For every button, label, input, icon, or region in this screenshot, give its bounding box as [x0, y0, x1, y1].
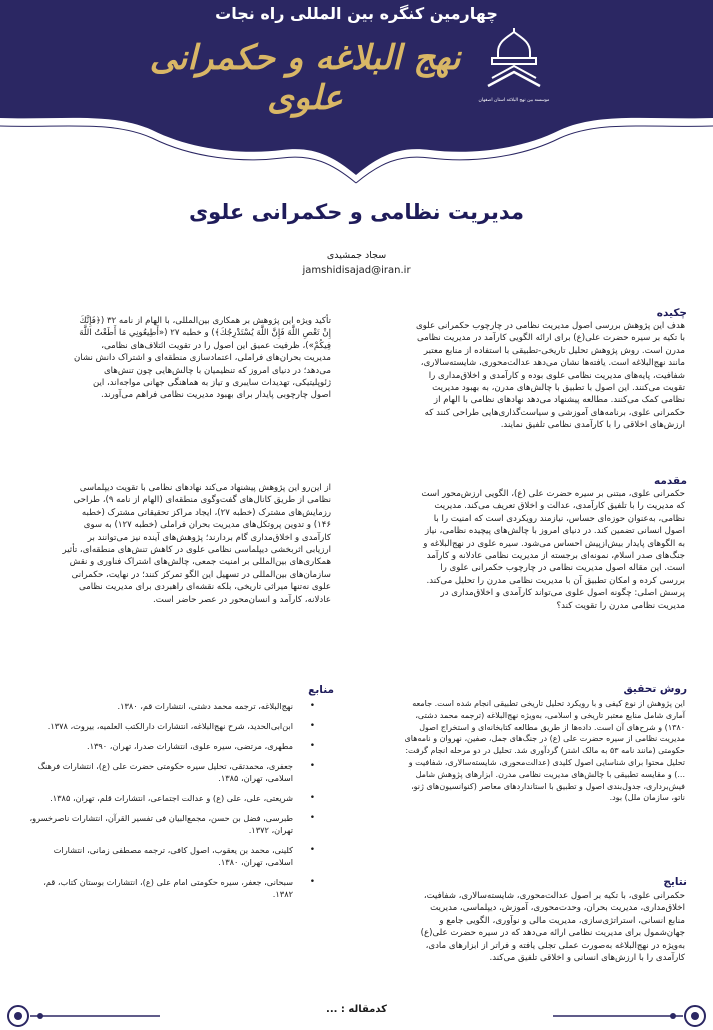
- text-line: مدیریت نظامی از سیره حضرت علی (ع) در جنگ‌های جمل، صفین، نهروان و نامه‌های: [404, 734, 685, 744]
- text-line: مدیریت بحران‌های فراملی، اعتمادسازی منطقه‌ای و اشتراک دانش نشان: [73, 353, 331, 364]
- text-line: بررسی کرده و امکان تطبیق آن با مدیریت نظامی مدرن را تحلیل می‌کند.: [426, 575, 685, 586]
- reference-text: نهج‌البلاغه، ترجمه محمد دشتی، انتشارات قم، ۱۳۸۰.: [117, 701, 293, 711]
- text-line: نظامی از طریق کانال‌های گفت‌وگوی منطقه‌ای (الهام از نامه ۹)، طراحی: [73, 495, 331, 506]
- text-line: حکمرانی علوی، مبتنی بر سیره حضرت علی (ع)، الگویی ارزش‌محور است: [421, 489, 685, 499]
- text-line: کارآمدی و اخلاق‌مداری گام بردارند؛ پژوهش‌های آینده نیز می‌توانند بر: [87, 532, 331, 543]
- text-line: حکمرانی علوی، برنامه‌های آموزشی و سیاست‌گذاری‌هایی طراحی کنند که: [424, 407, 685, 418]
- text-line: مدیریت نظامی مدرن را تقویت کند؟: [556, 600, 685, 611]
- text-line: پرسش اصلی: چگونه اصول علوی می‌تواند کارآمدی و اخلاق‌مداری در: [440, 588, 685, 599]
- text-line: آماری شامل منابع معتبر تاریخی و اسلامی، به‌ویژه نهج‌البلاغه (ترجمه محمد دشتی،: [415, 710, 685, 720]
- text-line: کارآمدی را با ارزش‌های انسانی و اخلاقی تلفیق می‌کند.: [489, 953, 685, 964]
- bullet-icon: •: [309, 761, 315, 771]
- results-heading: نتایج: [663, 876, 687, 888]
- text-line: همکاری‌های بین‌المللی بر امنیت جمعی، چالش‌های اشتراک فناوری و نقش: [69, 557, 331, 568]
- text-line: سازمان‌های بین‌المللی در تسهیل این الگو تمرکز کنند؛ در نهایت، حکمرانی: [71, 569, 331, 580]
- refs-heading: منابع: [308, 684, 334, 696]
- abstract-heading: چکیده: [656, 307, 687, 319]
- text-line: إِنْ تَعْصِ اللَّهَ فَإِنَّ اللَّهَ يُسْتَدْرِجُكَ﴾) و خطبه ۲۷ («أَطِيعُونِي مَا أَطَعْتُ اللَّهَ: [79, 328, 331, 339]
- reference-text: سبحانی، جعفر، سیره حکومتی امام علی (ع)، انتشارات بوستان کتاب، قم، ۱۳۸۲.: [43, 877, 293, 899]
- text-line: رزمایش‌های مشترک (خطبه ۲۷)، ایجاد مراکز تحقیقاتی مشترک (خطبه: [81, 507, 331, 518]
- reference-item: [28, 812, 333, 836]
- reference-text: طبرسی، فضل بن حسن، مجمع‌البیان فی تفسیر القرآن، انتشارات ناصرخسرو، تهران، ۱۳۷۲.: [29, 813, 293, 835]
- intro-text: [385, 488, 685, 612]
- text-line: تقویت می‌کنند. این اصول با تطبیق با چالش‌های مدرن، به بهبود مدیریت: [432, 383, 685, 394]
- text-line: جهان‌شمول برای مدیریت نظامی ارائه می‌دهد که در سیره حضرت علی(ع): [420, 928, 685, 939]
- bullet-icon: •: [309, 701, 315, 711]
- text-line: اصول انسانی تضمین کند. در دنیای امروز با چالش‌های پیچیده نظامی، نیاز: [425, 526, 685, 537]
- text-line: مدرن است. روش پژوهش تحلیل تاریخی-تطبیقی با استفاده از منابع معتبر: [423, 345, 685, 356]
- abstract-text: [385, 320, 685, 432]
- shrine-emblem-icon: [478, 28, 550, 98]
- text-line: ...) و مقایسه تطبیقی با چالش‌های مدیریت نظامی مدرن. ابزارهای پژوهش شامل: [415, 769, 685, 779]
- bullet-icon: •: [309, 813, 315, 823]
- ornament-left-icon: [0, 998, 170, 1028]
- author-name: سجاد جمشیدی: [326, 250, 387, 261]
- conference-title: چهارمین کنگره بین المللی راه نجات: [215, 4, 498, 23]
- text-line: ۱۴۶) و تدوین پروتکل‌های مدیریت بحران فراملی (خطبه ۱۲۷) به سوی: [83, 520, 331, 531]
- reference-text: کلینی، محمد بن یعقوب، اصول کافی، ترجمه مصطفی زمانی، انتشارات اسلامی، تهران، ۱۳۸۰.: [53, 845, 293, 867]
- text-line: علوی نه‌تنها میراثی تاریخی، بلکه نقشه‌ای راهبردی برای مدیریت نظامی: [78, 582, 331, 593]
- logo-calligraphy: نهج البلاغه و حکمرانی علوی: [149, 38, 461, 118]
- text-line: شفافیت، پایه‌های مدیریت نظامی علوی بوده و کارآمدی و اخلاق‌مداری را: [428, 370, 685, 381]
- text-line: فیش‌برداری، جدول‌بندی اصول و تطبیق با استانداردهای معاصر (کنوانسیون‌های ژنو،: [411, 781, 685, 791]
- text-line: حکمرانی علوی، با تکیه بر اصول عدالت‌محوری، شایسته‌سالاری، شفافیت،: [423, 891, 685, 901]
- references-list: [28, 700, 333, 908]
- text-line: اخلاق‌مداری، مدیریت بحران، وحدت‌محوری، آموزش، دیپلماسی، مدیریت: [430, 903, 685, 914]
- text-line: که مدیریت را با تلفیق کارآمدی، عدالت و اخلاق تعریف می‌کند. مدیریت: [434, 501, 685, 512]
- text-line: اصول چارچوبی پایدار برای بهبود مدیریت نظامی فراهم می‌آورند.: [100, 390, 331, 401]
- intro-heading: مقدمه: [654, 475, 687, 487]
- text-line: ژئوپلیتیکی، تهدیدات سایبری و تیاز به هماهنگی جهانی مواجه‌اند، این: [92, 378, 331, 389]
- text-line: تحلیل محتوا برای شناسایی اصول کلیدی (عدالت‌محوری، شایسته‌سالاری، شفافیت و: [408, 757, 685, 767]
- reference-item: [28, 760, 333, 784]
- text-line: ۱۳۸۰) و شرح‌های آن است. داده‌ها از طریق مطالعه کتابخانه‌ای و استخراج اصول: [419, 722, 685, 732]
- reference-item: [28, 876, 333, 900]
- reference-text: جعفری، محمدتقی، تحلیل سیره حکومتی حضرت علی (ع)، انتشارات فرهنگ اسلامی، تهران، ۱۳۸۵.: [37, 761, 293, 783]
- text-line: عادلانه، کارآمد و انسان‌محور در عصر حاضر است.: [152, 594, 331, 605]
- reference-item: [28, 720, 333, 732]
- ornament-right-icon: [543, 998, 713, 1028]
- reference-text: ابن‌ابی‌الحدید، شرح نهج‌البلاغه، انتشارات دارالکتب العلمیه، بیروت، ۱۳۷۸.: [47, 721, 293, 731]
- bullet-icon: •: [309, 741, 315, 751]
- reference-item: [28, 792, 333, 804]
- reference-item: [28, 700, 333, 712]
- reference-item: [28, 844, 333, 868]
- reference-item: [28, 740, 333, 752]
- left-mid-text: [26, 482, 331, 606]
- text-line: می‌دهد؛ در دنیای امروز که تنظیمیان با چالش‌هایی چون تنش‌های: [103, 365, 331, 376]
- results-text: [380, 890, 685, 964]
- text-line: است. این مقاله اصول مدیریت نظامی در چارچوب حکمرانی علوی را: [440, 563, 685, 574]
- bullet-icon: •: [309, 877, 315, 887]
- text-line: نظامی کمک می‌کنند. مطالعه پیشنهاد می‌دهد نهادهای نظامی با الهام از: [433, 395, 685, 406]
- text-line: مانند نهج‌البلاغه است. یافته‌ها نشان می‌دهد عدالت‌محوری، شایسته‌سالاری،: [420, 358, 685, 369]
- bullet-icon: •: [309, 721, 315, 731]
- bullet-icon: •: [309, 845, 315, 855]
- reference-text: مطهری، مرتضی، سیره علوی، انتشارات صدرا، تهران، ۱۳۹۰.: [86, 741, 293, 751]
- text-line: ارزش‌های اخلاقی را با کارآمدی نظامی تلفیق نمایند.: [500, 420, 685, 431]
- text-line: ناتو، سازمان ملل) بود.: [609, 793, 685, 803]
- text-line: با تکیه بر سیره حضرت علی(ع) برای ارائه الگویی کارآمد در مدیریت نظامی: [416, 333, 685, 344]
- left-top-text: [26, 315, 331, 402]
- text-line: به الگوهای پایدار بیش‌ازپیش احساس می‌شود. سیره علوی در نهج‌البلاغه و: [423, 538, 685, 549]
- text-line: از این‌رو این پژوهش پیشنهاد می‌کند نهادهای نظامی با تقویت دیپلماسی: [79, 483, 331, 493]
- bullet-icon: •: [309, 793, 315, 803]
- method-heading: روش تحقیق: [623, 683, 687, 695]
- article-code: کدمقاله : ...: [326, 1004, 387, 1015]
- text-line: فِيكُمْ»)، ظرفیت عمیق این اصول را در تقویت ائتلاف‌های نظامی،: [101, 340, 331, 351]
- text-line: نظامی، به‌عنوان حوزه‌ای حساس، نیازمند رویکردی است که امنیت را با: [433, 513, 685, 524]
- reference-text: شریعتی، علی، علی (ع) و عدالت اجتماعی، انتشارات قلم، تهران، ۱۳۸۵.: [50, 793, 293, 803]
- text-line: جنگ‌های صدر اسلام، نمونه‌ای برجسته از مدیریت نظامی عادلانه و کارآمد: [426, 551, 685, 562]
- text-line: هدف این پژوهش بررسی اصول مدیریت نظامی در چارچوب حکمرانی علوی: [415, 321, 685, 331]
- text-line: ارزیابی اثربخشی دیپلماسی نظامی علوی در کاهش تنش‌های منطقه‌ای، تأثیر: [62, 545, 331, 556]
- text-line: به‌ویژه در نهج‌البلاغه به‌صورت عملی تجلی یافته و فراتر از ابزارهای مادی،: [425, 940, 685, 951]
- article-title: مدیریت نظامی و حکمرانی علوی: [188, 200, 525, 224]
- text-line: این پژوهش از نوع کیفی و با رویکرد تحلیل تاریخی تطبیقی انجام شده است. جامعه: [412, 699, 685, 708]
- author-email: jamshidisajad@iran.ir: [302, 265, 411, 276]
- text-line: تأکید ویژه این پژوهش بر همکاری بین‌المللی، با الهام از نامه ۳۲ (﴿فَإِنَّكَ: [79, 316, 331, 326]
- method-text: [367, 698, 685, 804]
- text-line: منابع انسانی، استراتژی‌سازی، مدیریت مالی و نوآوری، الگویی جامع و: [439, 915, 685, 926]
- text-line: حکومتی (مانند نامه ۵۳ به مالک اشتر) گردآوری شد. تحلیل در دو مرحله انجام گرفت:: [405, 746, 685, 756]
- emblem-caption: موسسه بین نهج البلاغه استان اصفهان: [478, 98, 550, 103]
